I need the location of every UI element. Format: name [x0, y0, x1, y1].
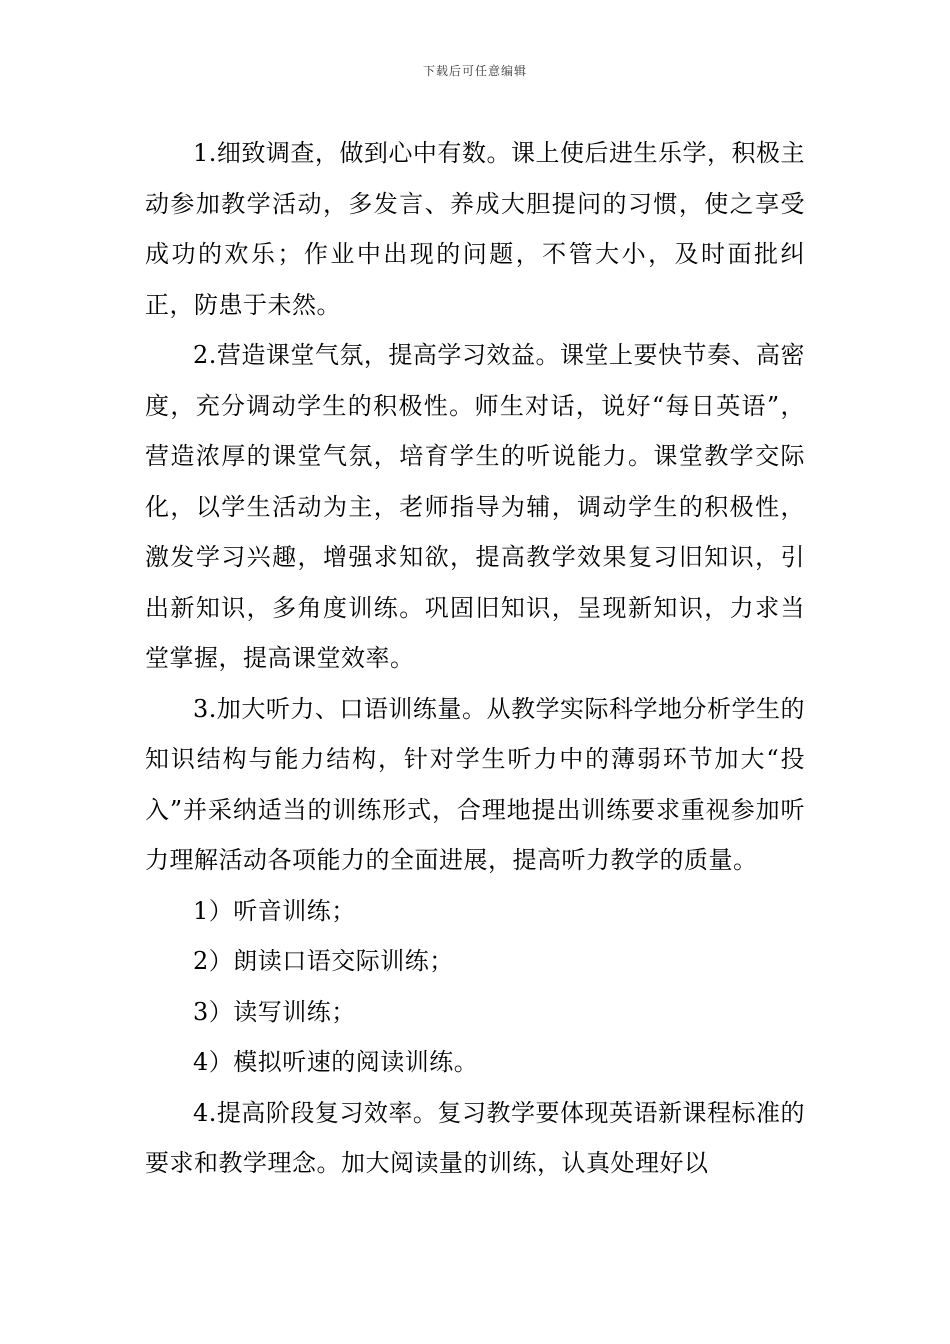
paragraph-4: 4.提高阶段复习效率。复习教学要体现英语新课程标准的要求和教学理念。加大阅读量的训练，认真处理好以 — [145, 1098, 805, 1177]
paragraph-3: 3.加大听力、口语训练量。从教学实际科学地分析学生的知识结构与能力结构，针对学生听力中的薄弱环节加大“投入”并采纳适当的训练形式，合理地提出训练要求重视参加听力理解活动各项能力的全面进展，提高听力教学的质量。 — [145, 694, 805, 874]
list-item-2: 2）朗读口语交际训练； — [193, 947, 454, 975]
paragraph-1: 1.细致调查，做到心中有数。课上使后进生乐学，积极主动参加教学活动，多发言、养成大胆提问的习惯，使之享受成功的欢乐；作业中出现的问题，不管大小，及时面批纠正，防患于未然。 — [145, 139, 805, 319]
page-header: 下载后可任意编辑 — [422, 64, 527, 78]
list-item-4: 4）模拟听速的阅读训练。 — [193, 1048, 479, 1076]
list-item-1: 1）听音训练； — [193, 896, 356, 925]
document-body — [145, 128, 805, 1189]
paragraph-2: 2.营造课堂气氛，提高学习效益。课堂上要快节奏、高密度，充分调动学生的积极性。师生对话，说好“每日英语”，营造浓厚的课堂气氛，培育学生的听说能力。课堂教学交际化，以学生活动为主，老师指导为辅，调动学生的积极性，激发学习兴趣，增强求知欲，提高教学效果复习旧知识，引出新知识，多角度训练。巩固旧知识，呈现新知识，力求当堂掌握，提高课堂效率。 — [145, 341, 805, 672]
list-item-3: 3）读写训练； — [193, 997, 356, 1026]
